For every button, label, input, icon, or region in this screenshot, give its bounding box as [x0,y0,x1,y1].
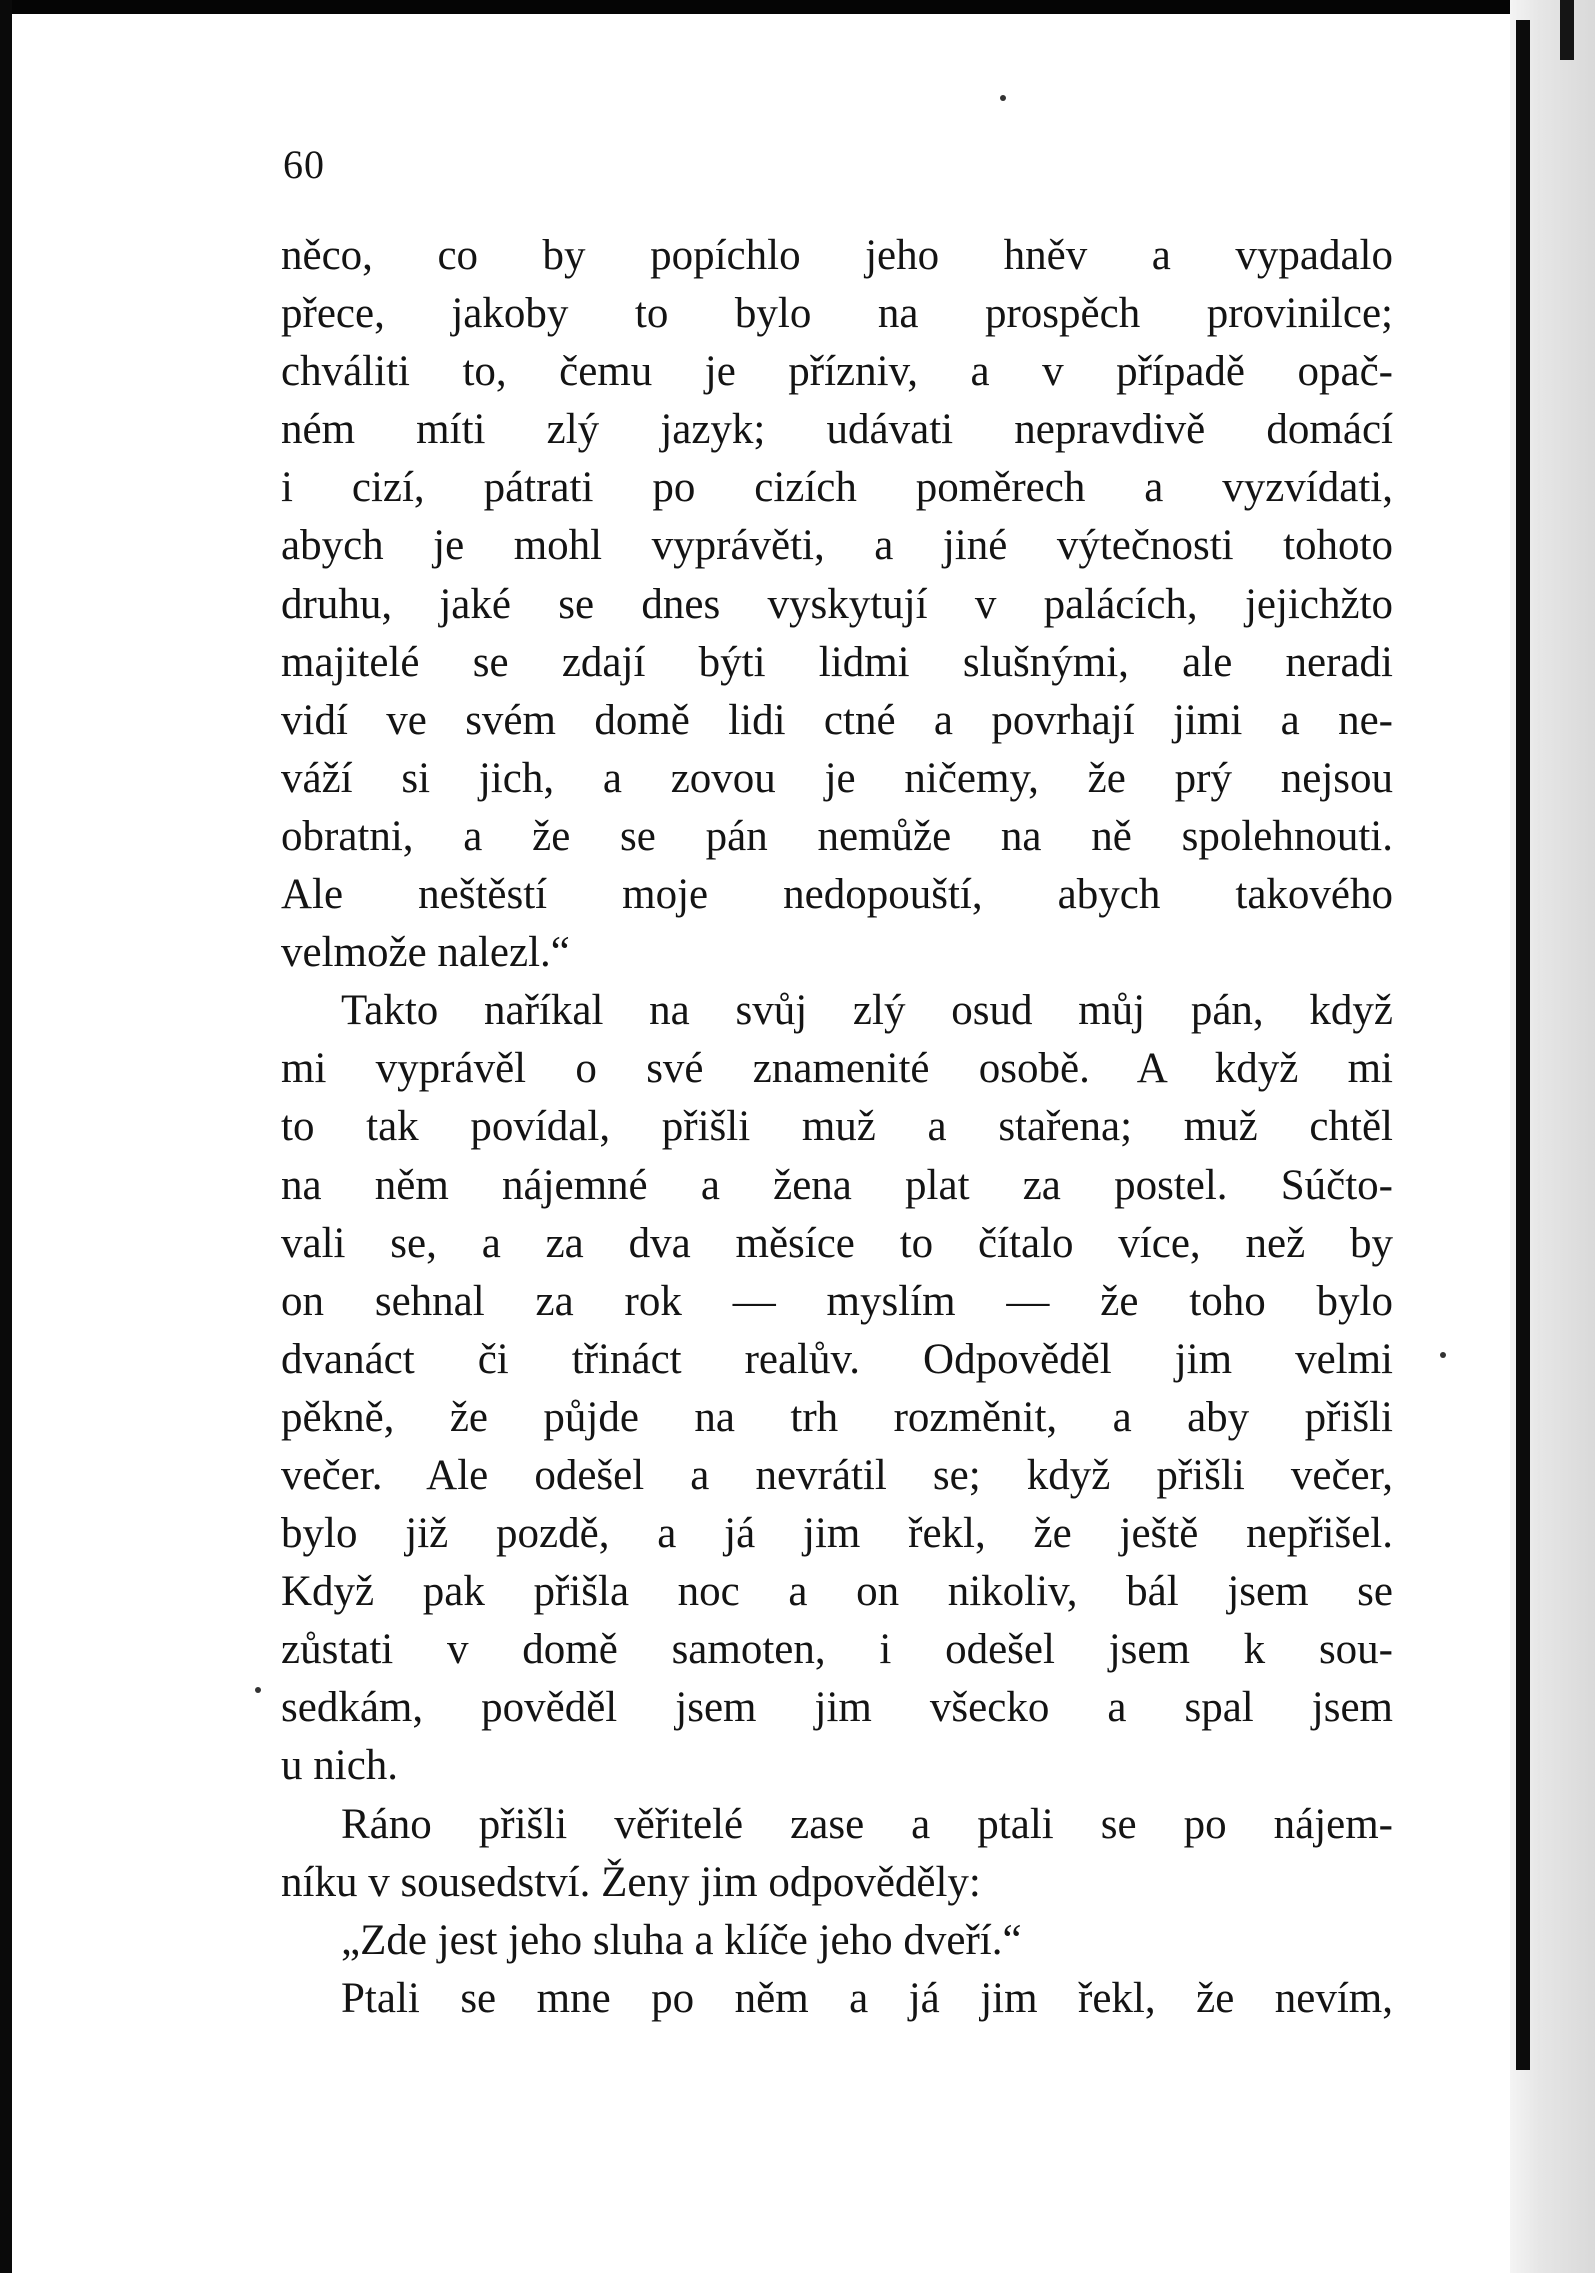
text-line: vidí ve svém domě lidi ctné a povrhají jimi a ne- [281,696,1393,744]
scan-speck [1000,95,1006,101]
text-line: dvanáct či třináct realův. Odpověděl jim velmi [281,1335,1393,1383]
text-line: váží si jich, a zovou je ničemy, že prý nejsou [281,754,1393,802]
text-line: zůstati v domě samoten, i odešel jsem k sou- [281,1626,1393,1674]
text-line: chváliti to, čemu je přízniv, a v případě opač- [281,348,1393,396]
text-line: pěkně, že půjde na trh rozměnit, a aby přišli [281,1393,1393,1441]
text-line: ném míti zlý jazyk; udávati nepravdivě domácí [281,406,1393,454]
text-line: majitelé se zdají býti lidmi slušnými, ale neradi [281,638,1393,686]
text-line: něco, co by popíchlo jeho hněv a vypadalo [281,232,1393,279]
text-line: abych je mohl vyprávěti, a jiné výtečnosti tohoto [281,522,1393,570]
text-line: on sehnal za rok — myslím — že toho bylo [281,1277,1393,1325]
scan-border-top [0,0,1595,14]
text-line: Ráno přišli věřitelé zase a ptali se po nájem- [341,1800,1393,1848]
scan-speck [1440,1352,1446,1358]
text-line: druhu, jaké se dnes vyskytují v palácích, jejichžto [281,580,1393,628]
text-line: večer. Ale odešel a nevrátil se; když přišli večer, [281,1451,1393,1499]
text-line: vali se, a za dva měsíce to čítalo více, než by [281,1219,1393,1267]
text-line: Když pak přišla noc a on nikoliv, bál jsem se [281,1568,1393,1616]
body-text [281,227,1393,2028]
text-line: Ptali se mne po něm a já jim řekl, že nevím, [341,1974,1393,2022]
text-line: „Zde jest jeho sluha a klíče jeho dveří.“ [341,1916,1022,1964]
page-number: 60 [283,142,325,187]
text-line: přece, jakoby to bylo na prospěch provinilce; [281,290,1393,338]
text-line: bylo již pozdě, a já jim řekl, že ještě nepřišel. [281,1510,1393,1558]
scan-speck [255,1687,261,1693]
scan-border-right [1516,20,1530,2070]
scan-border-left [0,0,12,2273]
text-line: na něm nájemné a žena plat za postel. Súčto- [281,1161,1393,1209]
text-line: velmože nalezl.“ [281,929,570,977]
text-line: mi vyprávěl o své znamenité osobě. A když mi [281,1045,1393,1093]
text-line: i cizí, pátrati po cizích poměrech a vyzvídati, [281,464,1393,512]
text-line: u nich. [281,1742,399,1790]
text-line: Takto naříkal na svůj zlý osud můj pán, když [341,987,1393,1035]
text-line: níku v sousedství. Ženy jim odpověděly: [281,1858,981,1906]
text-line: obratni, a že se pán nemůže na ně spolehnouti. [281,812,1393,860]
text-line: Ale neštěstí moje nedopouští, abych takového [281,871,1393,919]
scan-edge-mark [1560,0,1574,60]
text-line: sedkám, pověděl jsem jim všecko a spal jsem [281,1684,1393,1732]
text-line: to tak povídal, přišli muž a stařena; muž chtěl [281,1103,1393,1151]
